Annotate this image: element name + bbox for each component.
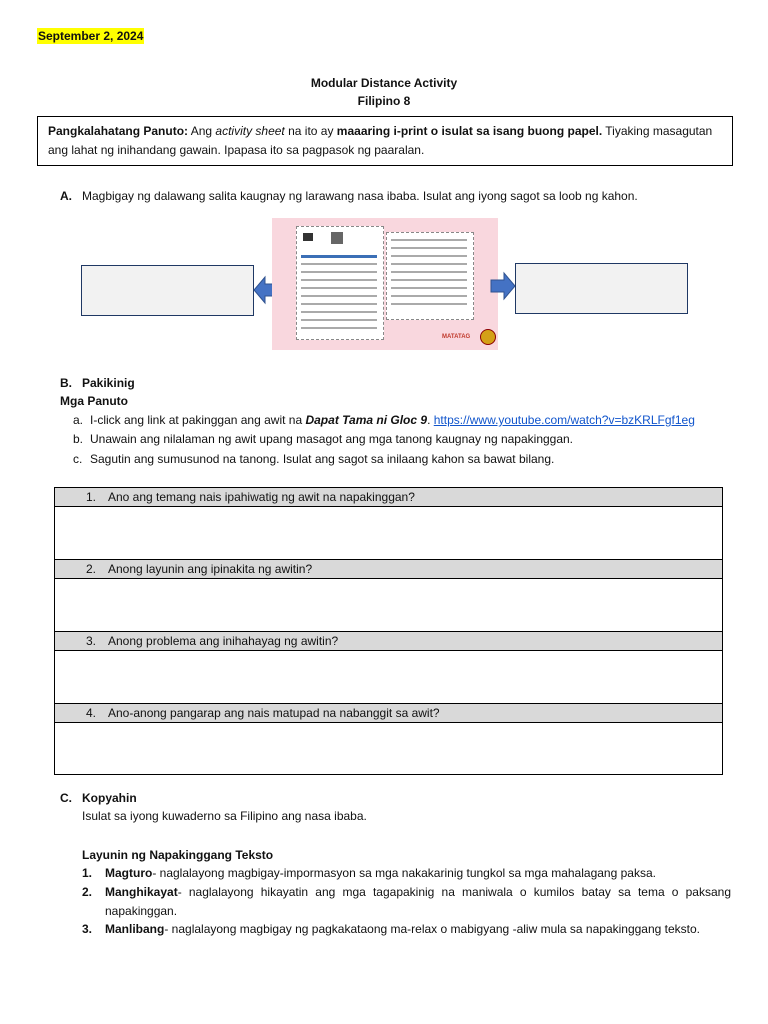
question-text: Ano-anong pangarap ang nais matupad na nabanggit sa awit?	[108, 706, 440, 720]
b-item-c-marker: c.	[73, 452, 83, 466]
youtube-link[interactable]: https://www.youtube.com/watch?v=bzKRLFgf1eg	[433, 413, 695, 427]
answer-box-right[interactable]	[515, 263, 688, 314]
section-c-heading: Kopyahin	[82, 791, 137, 805]
c-item-2	[105, 884, 731, 901]
page-title: Modular Distance Activity	[310, 76, 458, 90]
section-b-letter: B.	[60, 376, 72, 390]
instructions-text-2: na ito ay	[284, 124, 337, 138]
section-b-heading: Pakikinig	[82, 376, 135, 390]
section-a-instruction: Magbigay ng dalawang salita kaugnay ng larawang nasa ibaba. Isulat ang iyong sagot sa loob ng kahon.	[82, 189, 638, 203]
answer-cell[interactable]	[55, 723, 722, 774]
section-a-letter: A.	[60, 189, 72, 203]
section-c-subheading: Layunin ng Napakinggang Teksto	[82, 848, 274, 862]
b-item-a-marker: a.	[73, 413, 84, 427]
question-number: 2.	[85, 562, 96, 576]
instructions-italic: activity sheet	[215, 124, 285, 138]
answer-cell[interactable]	[55, 579, 722, 632]
c-item-2-term: Manghikayat	[105, 885, 178, 899]
ballot-sheet-right	[386, 232, 474, 320]
question-text: Ano ang temang nais ipahiwatig ng awit na napakinggan?	[108, 490, 415, 504]
c-item-1-term: Magturo	[105, 866, 153, 880]
questions-table	[54, 487, 723, 775]
deped-seal-icon	[480, 329, 496, 345]
c-item-2-num: 2.	[82, 885, 93, 899]
b-item-a-after: .	[427, 413, 434, 427]
section-b-subheading: Mga Panuto	[60, 394, 128, 408]
date-highlight: September 2, 2024	[38, 29, 144, 43]
section-c-letter: C.	[60, 791, 72, 805]
c-item-1	[105, 865, 731, 882]
ballot-image	[272, 218, 498, 350]
c-item-2-cont: napakinggan.	[105, 904, 178, 918]
question-text: Anong problema ang inihahayag ng awitin?	[108, 634, 339, 648]
answer-cell[interactable]	[55, 507, 722, 560]
c-item-1-text: - naglalayong magbigay-impormasyon sa mga nakakarinig tungkol sa mga mahalagang paksa.	[152, 866, 656, 880]
answer-cell[interactable]	[55, 651, 722, 704]
question-number: 3.	[85, 634, 96, 648]
question-row	[55, 560, 722, 579]
page-subtitle: Filipino 8	[357, 94, 411, 108]
matatag-logo-text: MATATAG	[442, 334, 471, 340]
b-item-a-text: I-click ang link at pakinggan ang awit na	[90, 413, 306, 427]
answer-box-left[interactable]	[81, 265, 254, 316]
question-row	[55, 488, 722, 507]
c-item-3-text: - naglalayong magbigay ng pagkakataong ma-relax o mabigyang -aliw mula sa napakinggang teksto.	[164, 922, 701, 936]
b-item-b-text: Unawain ang nilalaman ng awit upang masagot ang mga tanong kaugnay ng napakinggan.	[90, 432, 574, 446]
arrow-right-icon	[490, 271, 516, 301]
c-item-1-num: 1.	[82, 866, 93, 880]
c-item-3-term: Manlibang	[105, 922, 165, 936]
c-item-3-num: 3.	[82, 922, 93, 936]
ballot-sheet-left	[296, 226, 384, 340]
question-number: 4.	[85, 706, 96, 720]
question-number: 1.	[85, 490, 96, 504]
general-instructions-box	[37, 116, 733, 166]
c-item-3	[105, 921, 731, 938]
c-item-2-text: - naglalayong hikayatin ang mga tagapakinig na maniwala o kumilos batay sa tema o paksang	[177, 885, 731, 899]
section-c-instruction: Isulat sa iyong kuwaderno sa Filipino ang nasa ibaba.	[82, 809, 367, 823]
instructions-label: Pangkalahatang Panuto:	[48, 124, 189, 138]
instructions-bold: maaaring i-print o isulat sa isang buong papel.	[336, 124, 603, 138]
b-item-a	[90, 412, 695, 429]
instructions-text-3: Tiyaking masagutan ang lahat ng inihandang gawain. Ipapasa ito sa pagpasok ng paaralan.	[48, 124, 713, 157]
question-row	[55, 632, 722, 651]
question-text: Anong layunin ang ipinakita ng awitin?	[108, 562, 313, 576]
b-item-b-marker: b.	[73, 432, 84, 446]
question-row	[55, 704, 722, 723]
b-item-c-text: Sagutin ang sumusunod na tanong. Isulat ang sagot sa inilaang kahon sa bawat bilang.	[90, 452, 555, 466]
instructions-text-1: Ang	[188, 124, 216, 138]
song-title: Dapat Tama ni Gloc 9	[305, 413, 428, 427]
